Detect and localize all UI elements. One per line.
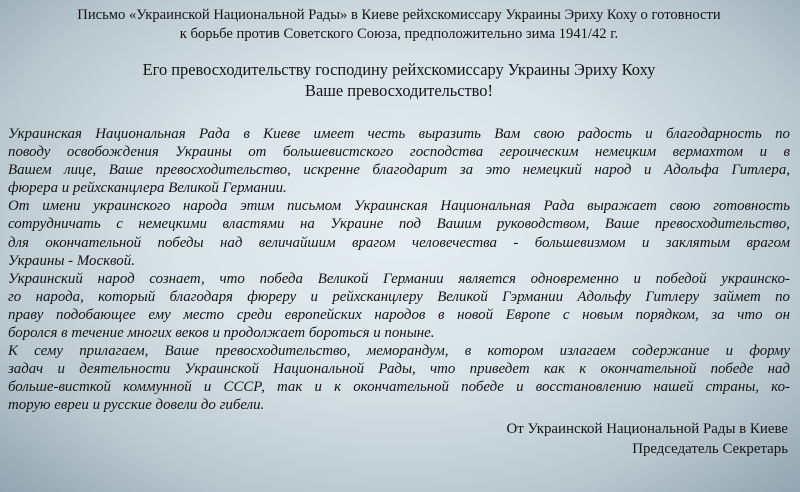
letter-paragraph-2 bbox=[8, 197, 790, 269]
caption-line-2: к борьбе против Советского Союза, предположительно зима 1941/42 г. bbox=[179, 26, 619, 42]
signature-line-1: От Украинской Национальной Рады в Киеве bbox=[506, 420, 788, 437]
letter-paragraph-1 bbox=[8, 125, 790, 197]
text-line: Вашем лице, Ваше превосходительство, искренне благодарит за это немецкий народ и Адольфа Гитлера, bbox=[8, 162, 790, 179]
text-line: боролся в течение многих веков и продолжает бороться и поныне. bbox=[8, 325, 435, 342]
letter-paragraph-4 bbox=[8, 342, 790, 414]
text-line: От имени украинского народа этим письмом Украинская Национальная Рада выражает свою готовность bbox=[8, 198, 790, 215]
letter-signature bbox=[8, 419, 790, 459]
letter-addressee: Его превосходительству господину рейхскомиссару Украины Эриху Коху bbox=[142, 60, 656, 79]
text-line: фюрера и рейхсканцлера Великой Германии. bbox=[8, 180, 287, 197]
text-line: Украинский народ сознает, что победа Великой Германии является одновременно и победой украинско- bbox=[8, 270, 790, 287]
text-line: задач и деятельности Украинской Национальной Рады, что приведет как к окончательной победе над bbox=[8, 361, 790, 378]
text-line: больше-висткой коммунной и СССР, так и к окончательной победе и восстановлению нашей страны, ко- bbox=[8, 379, 790, 396]
letter-greeting bbox=[8, 59, 790, 101]
text-line: го народа, который благодаря фюреру и рейхсканцлеру Великой Гэрмании Адольфу Гитлеру займет по bbox=[8, 288, 790, 305]
text-line: Украины - Москвой. bbox=[8, 252, 135, 269]
text-line: Украинская Национальная Рада в Киеве имеет честь выразить Вам свою радость и благодарность по bbox=[8, 126, 790, 142]
text-line: для окончательной победы над величайшим врагом человечества - большевизмом и заклятым врагом bbox=[8, 234, 790, 251]
text-line: сотрудничать с немецкими властями на Украине под Вашим руководством, Ваше превосходительство, bbox=[8, 216, 790, 233]
document-caption bbox=[8, 6, 790, 44]
text-line: поводу освобождения Украины от большевистского господства героическим немецким вермахтом и в bbox=[8, 144, 790, 161]
text-line: К сему прилагаем, Ваше превосходительство, меморандум, в котором излагаем содержание и форму bbox=[8, 343, 790, 360]
letter-salutation: Ваше превосходительство! bbox=[305, 81, 493, 100]
signature-line-2: Председатель Секретарь bbox=[632, 440, 788, 457]
letter-paragraph-3 bbox=[8, 270, 790, 342]
text-line: праву подобающее ему место среди европейских народов в новой Европе с новым порядком, за что он bbox=[8, 306, 790, 323]
caption-line-1: Письмо «Украинской Национальной Рады» в Киеве рейхскомиссару Украины Эриху Коху о готовности bbox=[77, 7, 721, 23]
text-line: торую евреи и русские довели до гибели. bbox=[8, 397, 265, 414]
letter-body bbox=[8, 125, 790, 415]
